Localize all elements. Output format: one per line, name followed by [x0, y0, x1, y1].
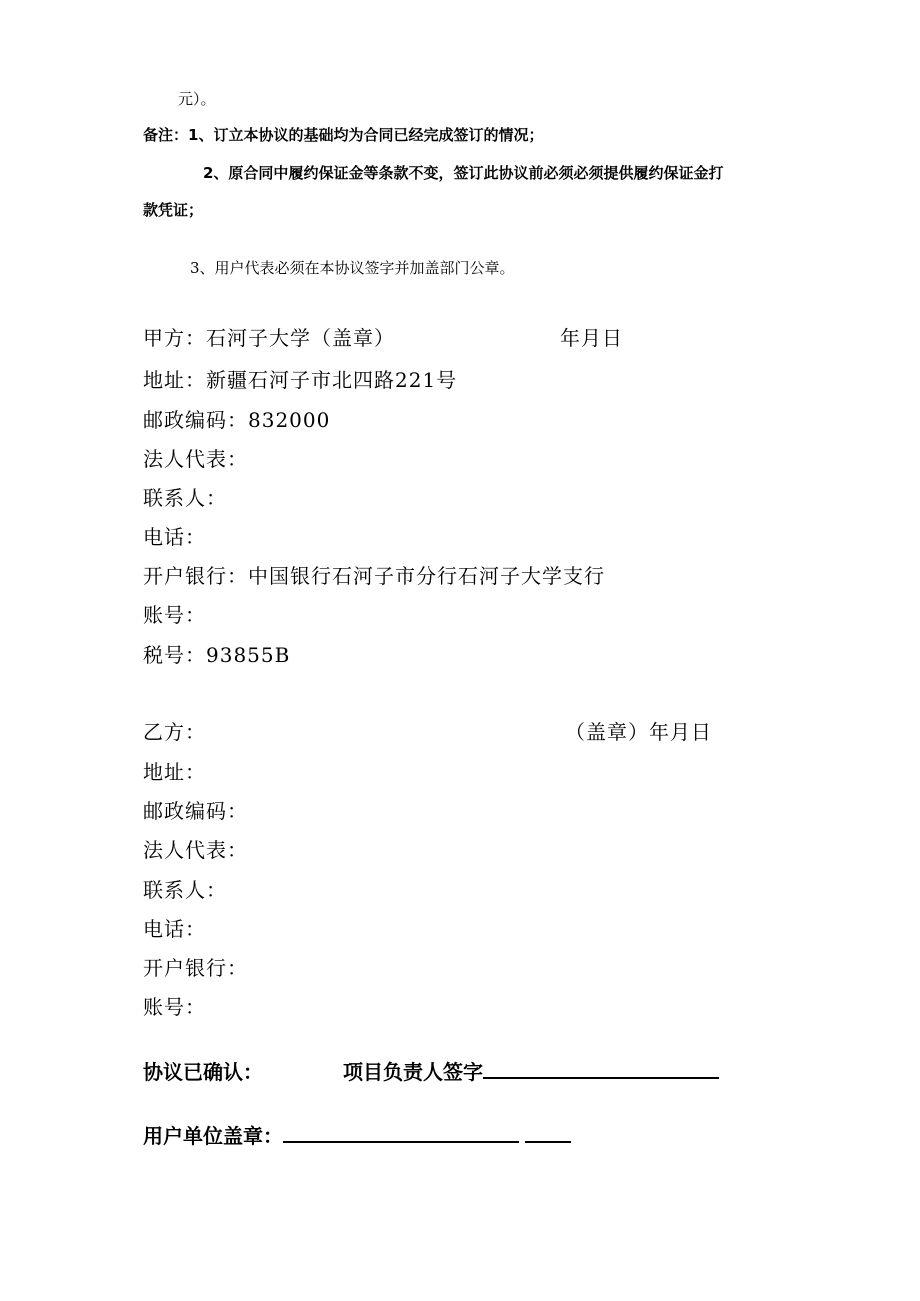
notes-item-2-line-2: 款凭证；	[143, 201, 204, 219]
party-a-contact: 联系人：	[143, 486, 227, 510]
signer-block	[343, 1056, 719, 1085]
party-b-postal: 邮政编码：	[143, 799, 248, 823]
notes-item-2-line-1: 2、原合同中履约保证金等条款不变，签订此协议前必须必须提供履约保证金打	[203, 164, 724, 182]
party-b-address: 地址：	[143, 760, 206, 784]
party-b-name: 乙方：	[143, 720, 206, 744]
party-b-contact: 联系人：	[143, 878, 227, 902]
notes-item-3: 3、用户代表必须在本协议签字并加盖部门公章。	[190, 259, 515, 277]
seal-block	[143, 1120, 571, 1149]
notes-item-1-text: 1、订立本协议的基础均为合同已经完成签订的情况；	[188, 126, 544, 144]
party-a-account: 账号：	[143, 603, 206, 627]
party-a-postal: 邮政编码：832000	[143, 408, 331, 432]
party-a-address: 地址：新疆石河子市北四路221号	[143, 368, 458, 392]
seal-line-long	[283, 1121, 519, 1143]
top-line: 元）。	[178, 90, 216, 108]
confirm-label: 协议已确认：	[143, 1060, 263, 1084]
seal-line-short	[525, 1121, 571, 1143]
party-b-bank: 开户银行：	[143, 956, 248, 980]
party-b-seal-date: （盖章）年月日	[565, 720, 712, 744]
party-a-name: 甲方：石河子大学（盖章）	[143, 326, 395, 350]
seal-label: 用户单位盖章：	[143, 1124, 283, 1148]
party-a-tax: 税号：93855B	[143, 643, 291, 667]
party-a-legal-rep: 法人代表：	[143, 447, 248, 471]
notes-label: 备注：	[143, 126, 189, 144]
party-b-account: 账号：	[143, 995, 206, 1019]
party-b-phone: 电话：	[143, 917, 206, 941]
notes-item-1	[143, 124, 543, 145]
signature-line	[483, 1057, 719, 1079]
party-a-bank: 开户银行：中国银行石河子市分行石河子大学支行	[143, 564, 605, 588]
signer-label: 项目负责人签字	[343, 1060, 483, 1084]
party-a-phone: 电话：	[143, 525, 206, 549]
party-b-legal-rep: 法人代表：	[143, 838, 248, 862]
party-a-date: 年月日	[560, 326, 623, 350]
